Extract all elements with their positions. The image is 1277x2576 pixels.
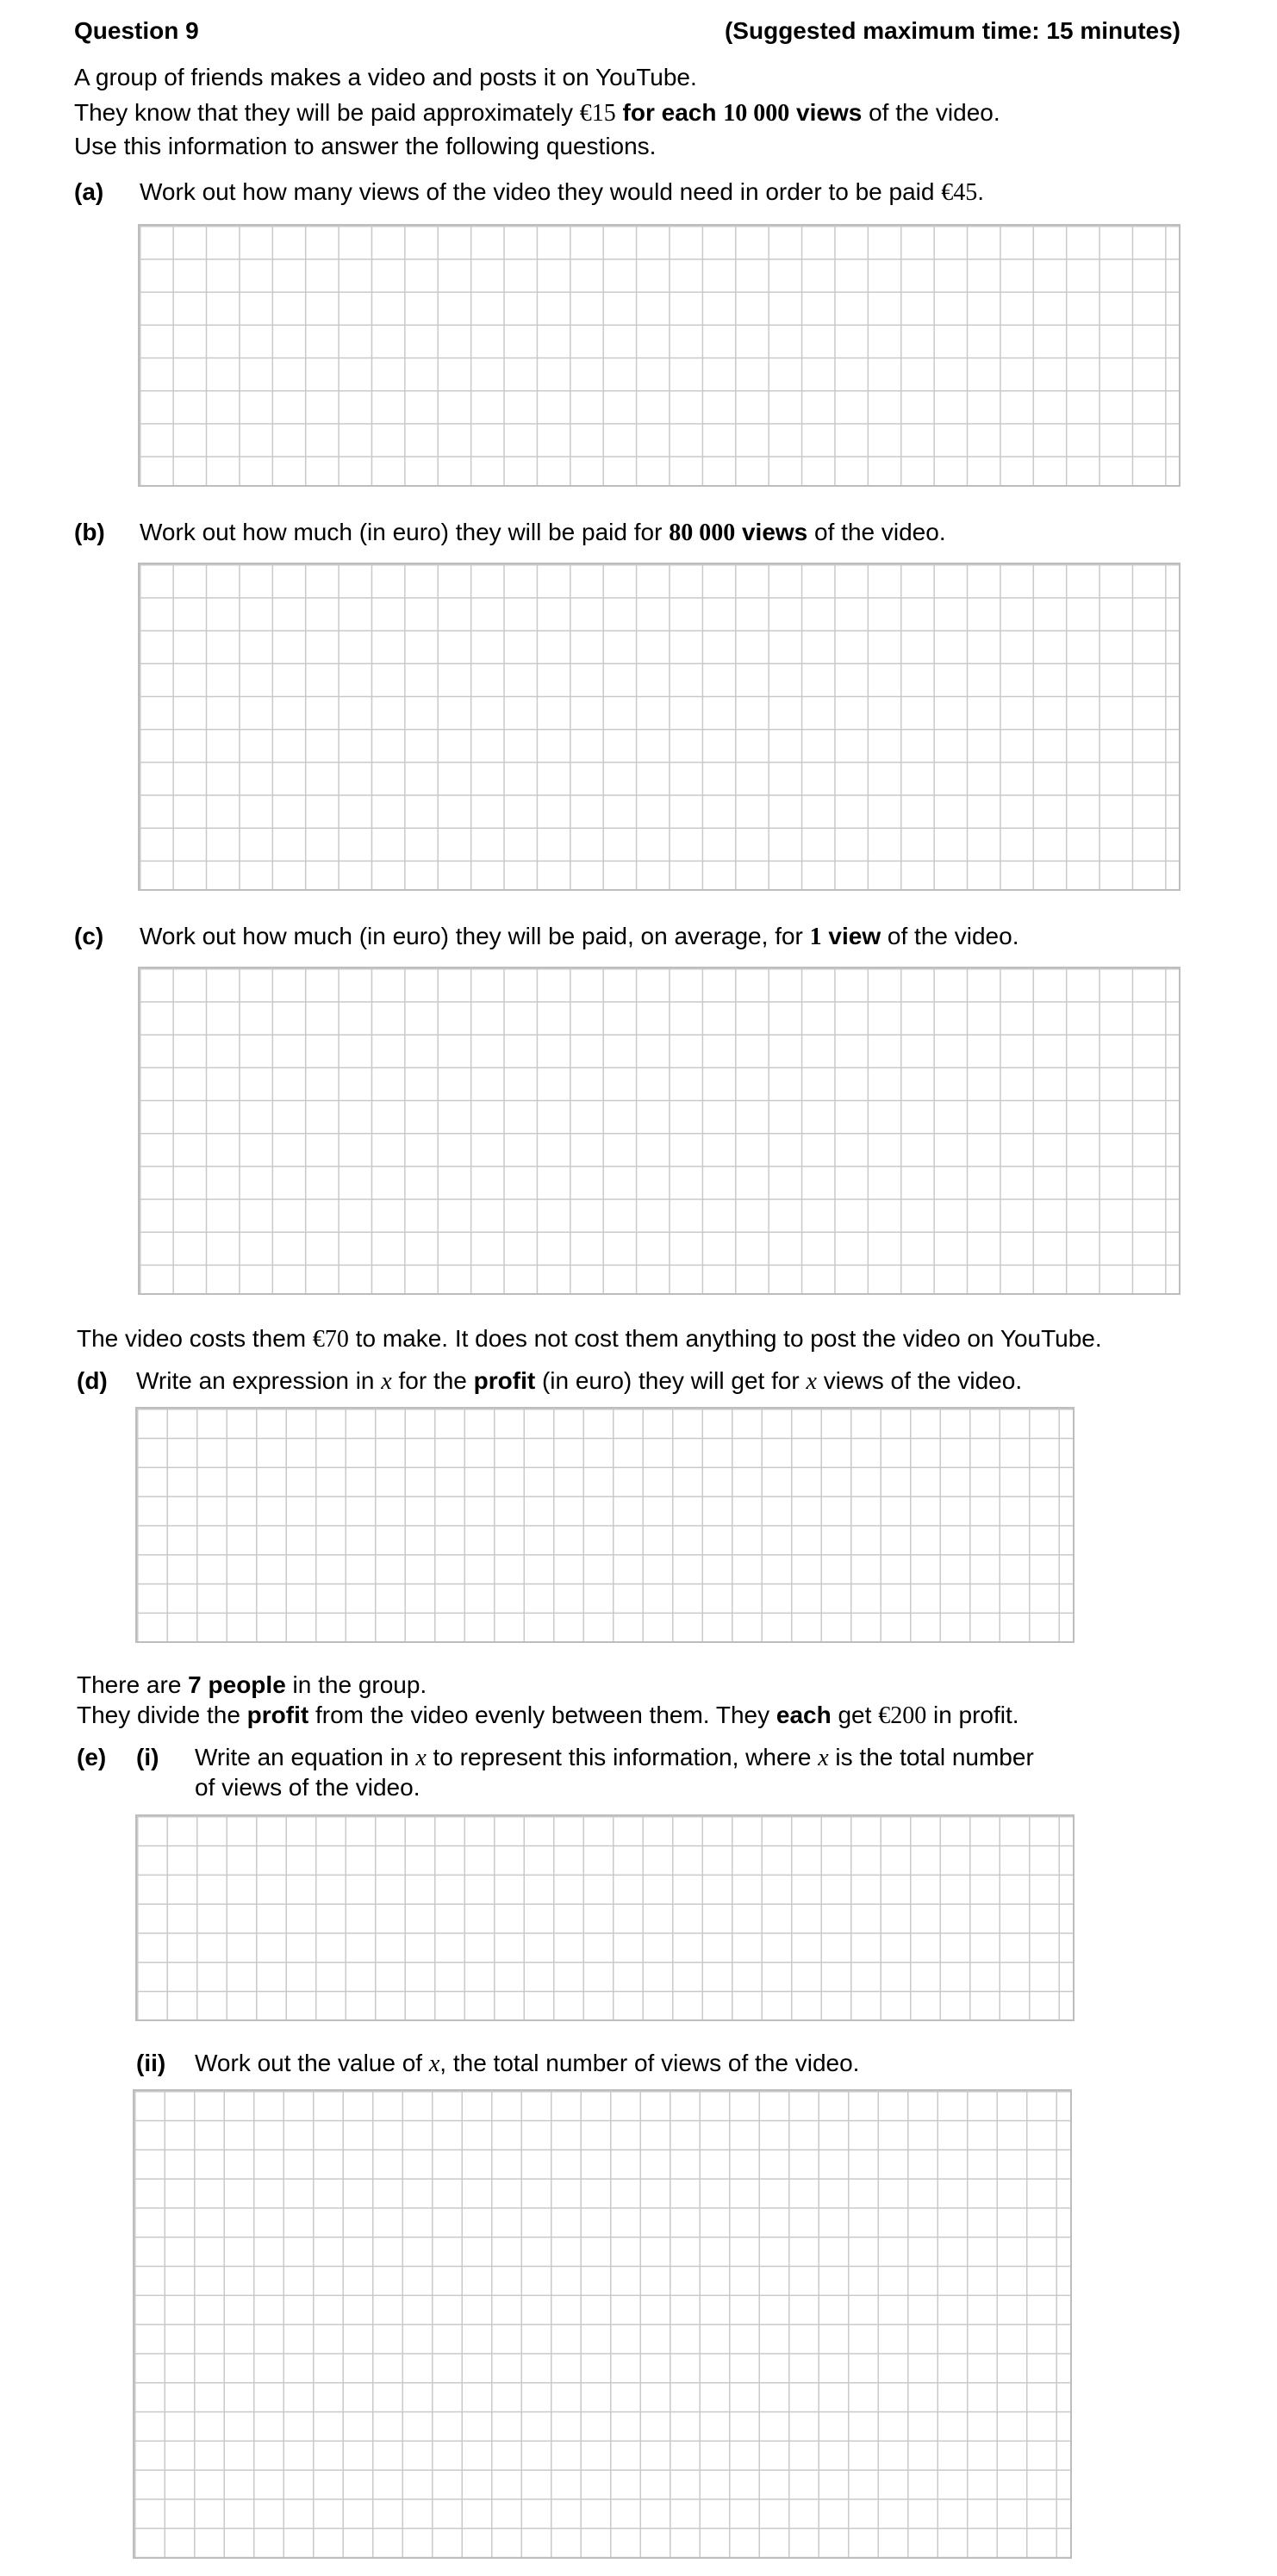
part-a-text: Work out how many views of the video they would need in order to be paid €45.: [140, 178, 985, 206]
group-line-1: There are 7 people in the group.: [77, 1671, 427, 1698]
part-e-ii-text: Work out the value of x, the total number of views of the video.: [195, 2050, 860, 2077]
part-e-label: (e): [77, 1744, 107, 1770]
part-e-i-label: (i): [136, 1744, 159, 1770]
question-title: Question 9: [74, 17, 199, 44]
part-a-label: (a): [74, 178, 104, 205]
intro-line-2: They know that they will be paid approximately €15 for each 10 000 views of the video.: [74, 99, 1000, 127]
answer-grid-e-i[interactable]: [135, 1814, 1075, 2021]
group-line-2: They divide the profit from the video evenly between them. They each get €200 in profit.: [77, 1702, 1019, 1729]
intro-line-1: A group of friends makes a video and posts it on YouTube.: [74, 64, 697, 90]
suggested-time: (Suggested maximum time: 15 minutes): [724, 17, 1180, 44]
part-e-ii-label: (ii): [136, 2050, 166, 2076]
answer-grid-e-ii[interactable]: [133, 2089, 1072, 2559]
answer-grid-a[interactable]: [138, 224, 1180, 487]
intro-line-3: Use this information to answer the following questions.: [74, 133, 657, 159]
answer-grid-c[interactable]: [138, 967, 1180, 1295]
part-e-i-text: Write an equation in x to represent this information, where x is the total number: [195, 1744, 1034, 1771]
part-d-label: (d): [77, 1367, 108, 1394]
answer-grid-d[interactable]: [135, 1407, 1075, 1643]
part-c-text: Work out how much (in euro) they will be paid, on average, for 1 view of the video.: [140, 923, 1019, 950]
part-b-text: Work out how much (in euro) they will be paid for 80 000 views of the video.: [140, 519, 946, 546]
part-b-label: (b): [74, 519, 105, 545]
answer-grid-b[interactable]: [138, 563, 1180, 891]
cost-statement: The video costs them €70 to make. It does not cost them anything to post the video on YouTube.: [77, 1325, 1102, 1353]
part-e-i-text-line-2: of views of the video.: [195, 1774, 420, 1801]
part-c-label: (c): [74, 923, 104, 949]
part-d-text: Write an expression in x for the profit (in euro) they will get for x views of the video.: [136, 1367, 1023, 1395]
